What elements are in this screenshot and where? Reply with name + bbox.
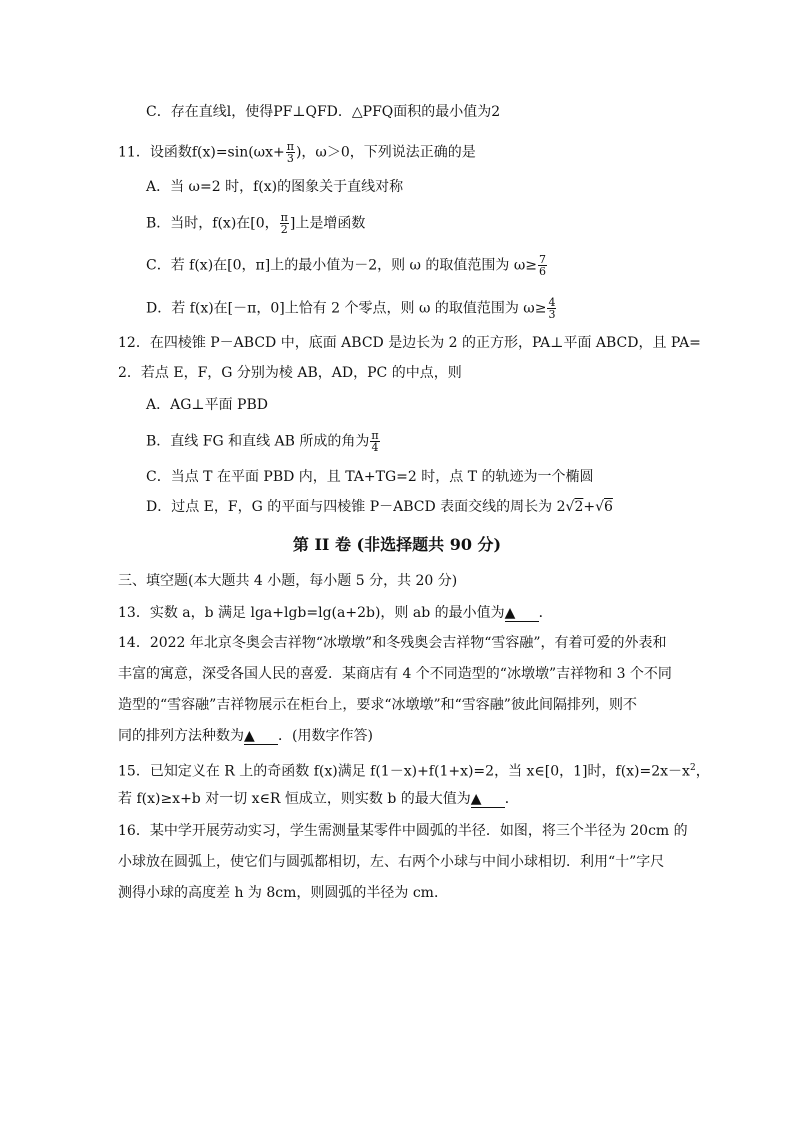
q13-text: 13．实数 a，b 满足 lga+lgb=lg(a+2b)，则 ab 的最小值为 [118,605,505,621]
q11-frac-num: π [286,140,294,153]
q14-line4-end: ．(用数字作答) [278,728,373,744]
q14-line3: 造型的“雪容融”吉祥物展示在柜台上，要求“冰墩墩”和“雪容融”彼此间隔排列，则不 [118,697,637,713]
q11-d-fraction [547,297,556,320]
q12-stem-line1: 12．在四棱锥 P－ABCD 中，底面 ABCD 是边长为 2 的正方形，PA⊥平面 ABCD，且 PA= [118,335,701,351]
q13 [118,604,553,622]
q11-option-c [146,254,548,277]
q12-d-radicand2: 6 [604,499,613,515]
q14-line4 [118,727,373,745]
q11-b-frac-num: π [280,211,288,224]
section-title: 第 II 卷 (非选择题共 90 分) [292,535,502,554]
q12-stem-line2: 2．若点 E，F，G 分别为棱 AB，AD，PC 的中点，则 [118,365,462,381]
q15-line2-text: 若 f(x)≥x+b 对一切 x∈R 恒成立，则实数 b 的最大值为 [118,791,471,807]
part3-heading: 三、填空题(本大题共 4 小题，每小题 5 分，共 20 分) [118,573,458,589]
q13-answer-blank: ▲ [505,605,539,622]
q15-line1-end: ， [695,763,710,780]
q11-d-part1: D．若 f(x)在[－π，0]上恰有 2 个零点，则 ω 的取值范围为 ω≥ [146,300,547,317]
q11-d-frac-num: 4 [548,296,556,309]
q11-b-frac-den: 2 [280,223,288,236]
q12-d-plus: + [583,499,596,515]
q12-option-d [146,498,613,516]
q12-option-c: C．当点 T 在平面 PBD 内，且 TA+TG=2 时，点 T 的轨迹为一个椭圆 [146,469,594,485]
q11-stem-part1: 11．设函数f(x)=sin(ωx+ [118,144,285,161]
q14-line1: 14．2022 年北京冬奥会吉祥物“冰墩墩”和冬残奥会吉祥物“雪容融”，有着可爱的外表和 [118,635,667,651]
q11-fraction [286,141,295,164]
q12-d-sqrt2: √6 [595,499,613,515]
q15-answer-blank: ▲ [471,791,505,808]
q12-d-part1: D．过点 E，F，G 的平面与四棱锥 P－ABCD 表面交线的周长为 2 [146,499,566,515]
q12-b-frac-den: 4 [371,441,379,454]
q11-stem-part2: )，ω＞0，下列说法正确的是 [295,144,476,161]
q15-line1 [118,759,710,781]
q15-line2-end: ． [504,791,519,807]
q12-b-frac-num: π [371,429,379,442]
q16-line3: 测得小球的高度差 h 为 8cm，则圆弧的半径为 cm． [118,885,448,901]
q11-b-fraction [280,212,289,235]
q15-line2 [118,790,519,808]
q12-b-part1: B．直线 FG 和直线 AB 所成的角为 [146,433,370,450]
q11-c-fraction [538,254,547,277]
q11-frac-den: 3 [286,152,294,165]
q11-stem [118,141,476,164]
q14-line2: 丰富的寓意，深受各国人民的喜爱．某商店有 4 个不同造型的“冰墩墩”吉祥物和 3 个不同 [118,666,672,682]
q11-b-part2: ]上是增函数 [289,215,366,232]
q11-d-frac-den: 3 [548,308,556,321]
q15-line1-text: 15．已知定义在 R 上的奇函数 f(x)满足 f(1－x)+f(1+x)=2，当 x∈[0，1]时，f(x)=2x－x [118,763,690,780]
q12-d-sqrt1: √2 [565,499,584,515]
q10-option-c-d: C．存在直线l，使得PF⊥QFD．△PFQ面积的最小值为2 [146,104,501,120]
q12-d-radicand1: 2 [574,499,584,515]
q11-option-b [146,212,365,235]
q11-c-frac-den: 6 [539,265,547,278]
q14-answer-blank: ▲ [244,728,278,745]
q11-c-frac-num: 7 [539,253,547,266]
q11-b-part1: B．当时，f(x)在[0， [146,215,279,232]
q11-option-d [146,297,557,320]
q12-b-fraction [370,430,379,453]
q14-line4-text: 同的排列方法种数为 [118,728,244,744]
q16-line1: 16．某中学开展劳动实习，学生需测量某零件中圆弧的半径．如图，将三个半径为 20cm 的 [118,823,688,839]
q13-end: ． [538,605,553,621]
q16-line2: 小球放在圆弧上，使它们与圆弧都相切，左、右两个小球与中间小球相切．利用“十”字尺 [118,854,665,870]
q11-option-a: A．当 ω=2 时，f(x)的图象关于直线对称 [146,179,404,195]
q12-option-b [146,430,381,453]
q12-option-a: A．AG⊥平面 PBD [146,397,268,413]
q15-exponent: 2 [689,763,696,773]
q11-c-part1: C．若 f(x)在[0，π]上的最小值为－2，则 ω 的取值范围为 ω≥ [146,257,538,274]
